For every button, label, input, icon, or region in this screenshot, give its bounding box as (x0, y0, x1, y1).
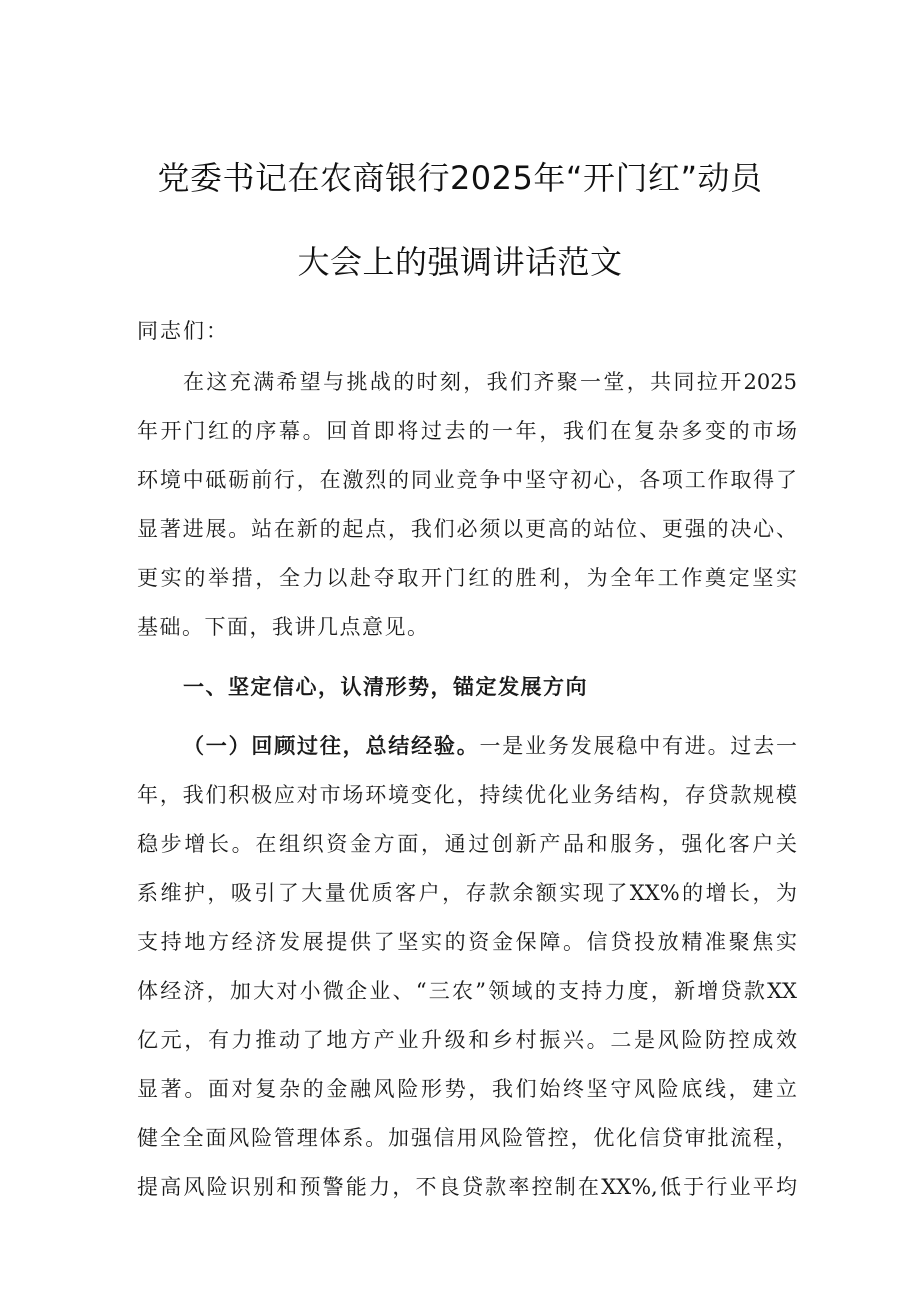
document-title-line-1: 党委书记在农商银行2025年“开门红”动员 (157, 159, 763, 197)
body-line: 体经济，加大对小微企业、“三农”领域的支持力度，新增贷款XX (137, 979, 797, 1003)
body-line: 显著。面对复杂的金融风险形势，我们始终坚守风险底线，建立 (137, 1077, 797, 1101)
intro-line: 在这充满希望与挑战的时刻，我们齐聚一堂，共同拉开2025 (183, 370, 797, 394)
section-heading-1: 一、坚定信心，认清形势，锚定发展方向 (183, 674, 588, 699)
intro-line: 基础。下面，我讲几点意见。 (137, 615, 430, 639)
body-line: 年，我们积极应对市场环境变化，持续优化业务结构，存贷款规模 (137, 783, 797, 807)
body-line: 支持地方经济发展提供了坚实的资金保障。信贷投放精准聚焦实 (137, 930, 797, 954)
document-title-line-2: 大会上的强调讲话范文 (297, 243, 623, 281)
subsection-1-paragraph (137, 731, 797, 1221)
greeting: 同志们： (137, 319, 229, 343)
body-line: 提高风险识别和预警能力，不良贷款率控制在XX%,低于行业平均 (137, 1175, 797, 1199)
body-line: 稳步增长。在组织资金方面，通过创新产品和服务，强化客户关 (137, 832, 797, 856)
body-line: 亿元，有力推动了地方产业升级和乡村振兴。二是风险防控成效 (137, 1028, 797, 1052)
body-line: 健全全面风险管理体系。加强信用风险管控，优化信贷审批流程， (137, 1126, 797, 1150)
intro-line: 年开门红的序幕。回首即将过去的一年，我们在复杂多变的市场 (137, 419, 797, 443)
subsection-1-first-line (137, 731, 797, 780)
intro-paragraph (137, 367, 797, 661)
intro-line: 环境中砥砺前行，在激烈的同业竞争中坚守初心，各项工作取得了 (137, 468, 797, 492)
intro-line: 更实的举措，全力以赴夺取开门红的胜利，为全年工作奠定坚实 (137, 566, 797, 590)
subsection-1-label: （一）回顾过往，总结经验。 (183, 733, 480, 758)
intro-line: 显著进展。站在新的起点，我们必须以更高的站位、更强的决心、 (137, 517, 797, 541)
subsection-1-first-line-text: 一是业务发展稳中有进。过去一 (479, 734, 797, 758)
body-line: 系维护，吸引了大量优质客户，存款余额实现了XX%的增长，为 (137, 881, 797, 905)
